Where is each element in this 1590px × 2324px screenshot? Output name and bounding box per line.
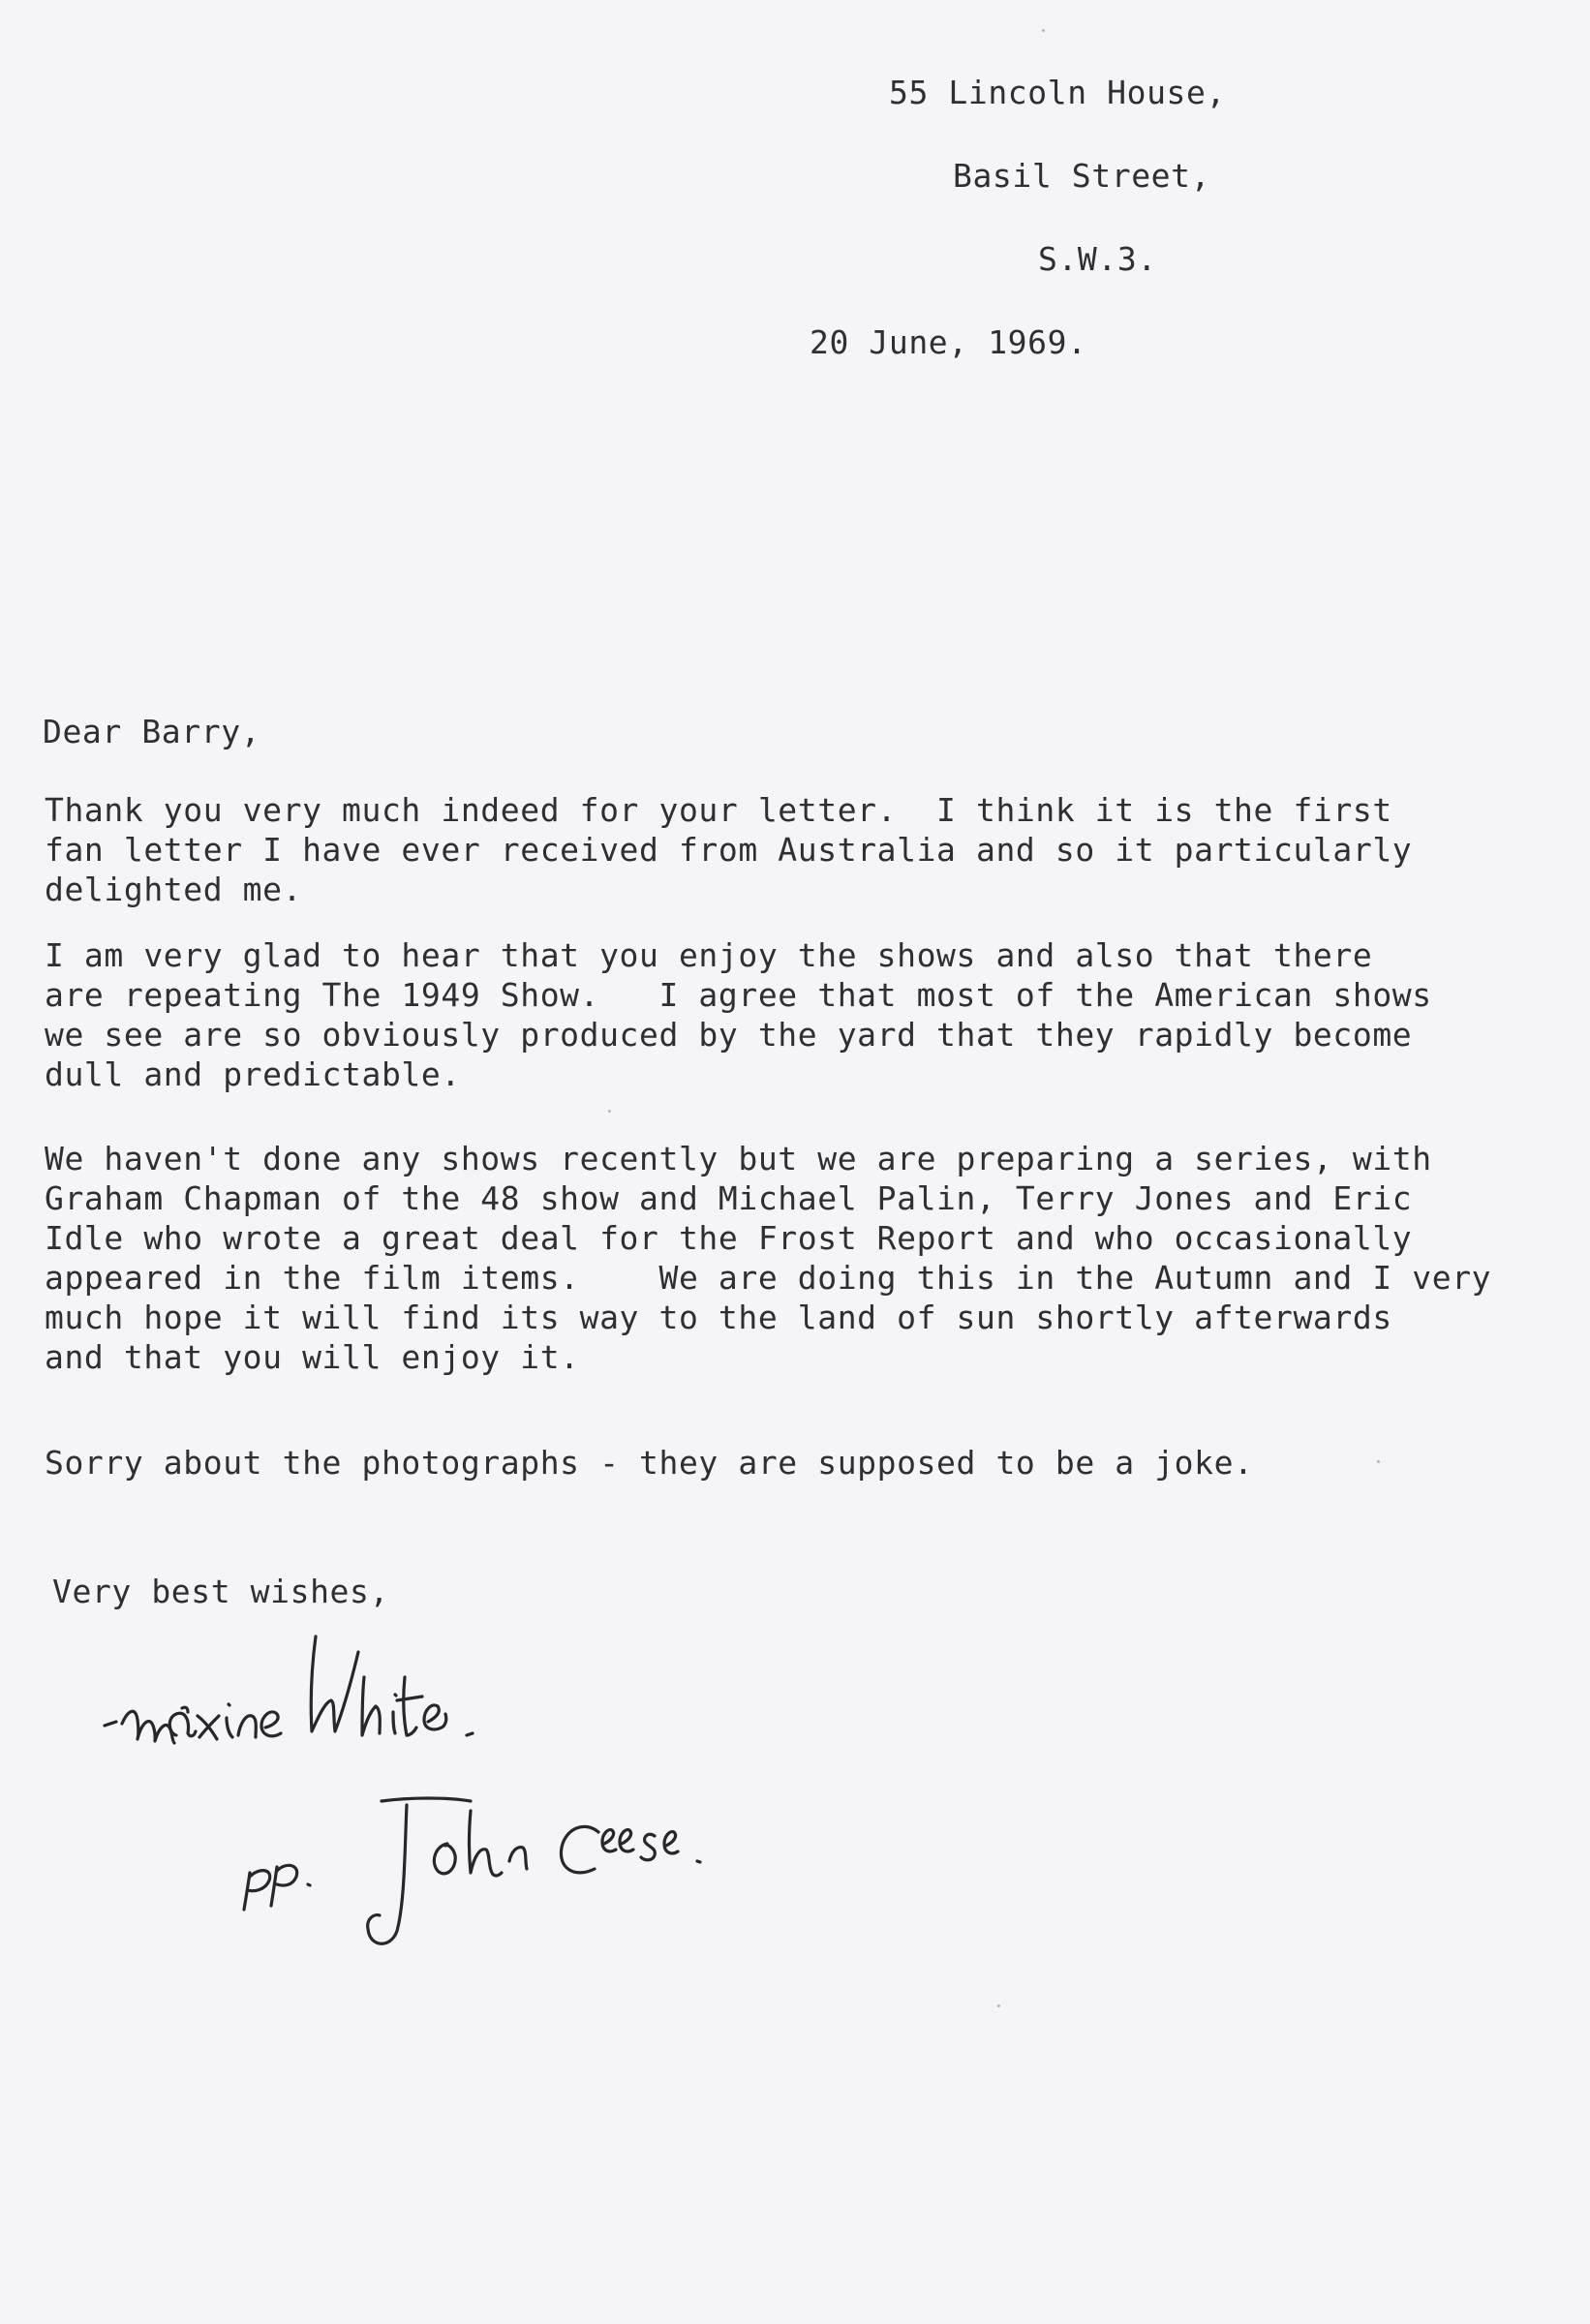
- paragraph-line: Sorry about the photographs - they are supposed to be a joke.: [45, 1444, 1254, 1482]
- paragraph-2: [45, 935, 1555, 1094]
- paragraph-line: Graham Chapman of the 48 show and Michael Palin, Terry Jones and Eric: [45, 1179, 1413, 1217]
- letter-date: 20 June, 1969.: [810, 323, 1087, 361]
- closing: Very best wishes,: [52, 1573, 389, 1610]
- paper-speck: [1042, 29, 1045, 32]
- paragraph-line: I am very glad to hear that you enjoy the shows and also that there: [45, 936, 1373, 974]
- paragraph-line: are repeating The 1949 Show. I agree that most of the American shows: [45, 976, 1432, 1014]
- paragraph-line: we see are so obviously produced by the yard that they rapidly become: [45, 1016, 1413, 1054]
- paragraph-line: dull and predictable.: [45, 1055, 461, 1093]
- signature-john-cleese: [368, 1798, 700, 1943]
- paper-speck: [997, 2004, 1000, 2007]
- signature-pp: [244, 1865, 310, 1910]
- paragraph-line: Thank you very much indeed for your letter. I think it is the first: [45, 791, 1392, 829]
- paragraph-line: and that you will enjoy it.: [45, 1338, 580, 1376]
- paragraph-4: [45, 1443, 1555, 1483]
- paragraph-line: fan letter I have ever received from Australia and so it particularly: [45, 831, 1413, 869]
- paragraph-line: delighted me.: [45, 871, 303, 908]
- address-line-2: Basil Street,: [953, 157, 1211, 195]
- paper-speck: [608, 1110, 611, 1113]
- address-line-1: 55 Lincoln House,: [889, 74, 1226, 111]
- paragraph-line: Idle who wrote a great deal for the Frost Report and who occasionally: [45, 1219, 1413, 1257]
- paragraph-1: [45, 790, 1555, 909]
- handwritten-signatures: [87, 1607, 901, 1956]
- paper-speck: [1377, 1460, 1380, 1463]
- address-line-3: S.W.3.: [1038, 240, 1157, 278]
- salutation: Dear Barry,: [43, 713, 261, 750]
- signature-maxine-white: [105, 1636, 473, 1743]
- paragraph-line: much hope it will find its way to the land of sun shortly afterwards: [45, 1299, 1392, 1336]
- paragraph-line: appeared in the film items. We are doing this in the Autumn and I very: [45, 1259, 1492, 1297]
- paragraph-3: [45, 1139, 1555, 1377]
- paragraph-line: We haven't done any shows recently but we are preparing a series, with: [45, 1140, 1432, 1177]
